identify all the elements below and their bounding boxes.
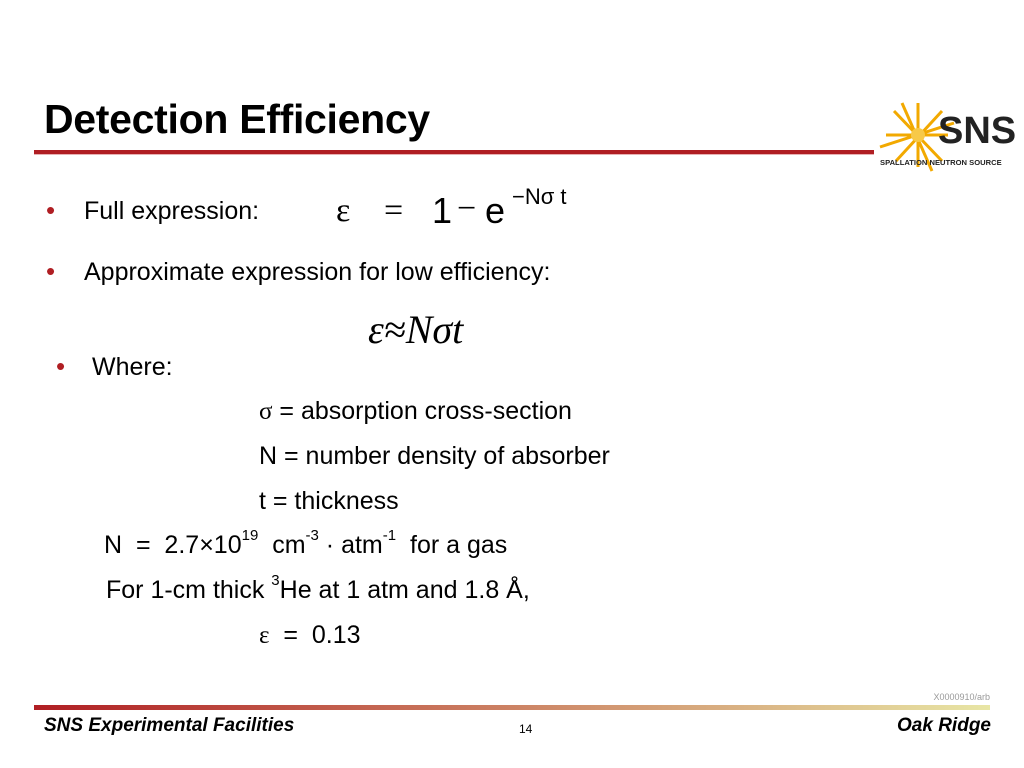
starburst-core	[911, 128, 925, 142]
efficiency-result: ε = 0.13	[259, 621, 361, 649]
n-definition: N = number density of absorber	[259, 442, 610, 470]
where-label: Where:	[92, 353, 173, 381]
slide-title: Detection Efficiency	[44, 96, 430, 142]
bullet-dot: •	[46, 195, 56, 225]
footer-left-text: SNS Experimental Facilities	[44, 715, 295, 736]
approx-expression-equation: ε≈Nσt	[368, 307, 464, 352]
t-definition: t = thickness	[259, 487, 399, 515]
sns-logo	[872, 95, 1017, 185]
footer-right-text: Oak Ridge	[897, 715, 991, 736]
sns-tagline: SPALLATION NEUTRON SOURCE	[880, 158, 1002, 167]
helium-condition: For 1-cm thick $^3$He at 1 atm and 1.8 Å,	[106, 572, 530, 604]
full-expression-label: Full expression:	[84, 197, 260, 225]
bullet-dot: •	[46, 256, 56, 286]
approx-expression-label: Approximate expression for low efficiency:	[84, 258, 551, 286]
page-number: 14	[519, 722, 533, 736]
bullet-dot: •	[56, 351, 66, 381]
footer-divider	[34, 705, 990, 710]
sns-wordmark: SNS	[938, 110, 1017, 152]
gas-number-density: $N = 2.7\times 10^{19}$ $cm^{-3} \cdot atm^{-1}$ for a gas	[104, 527, 508, 559]
document-code: X0000910/arb	[933, 692, 990, 702]
title-divider	[34, 150, 874, 155]
sigma-definition: σ = absorption cross-section	[259, 397, 572, 425]
